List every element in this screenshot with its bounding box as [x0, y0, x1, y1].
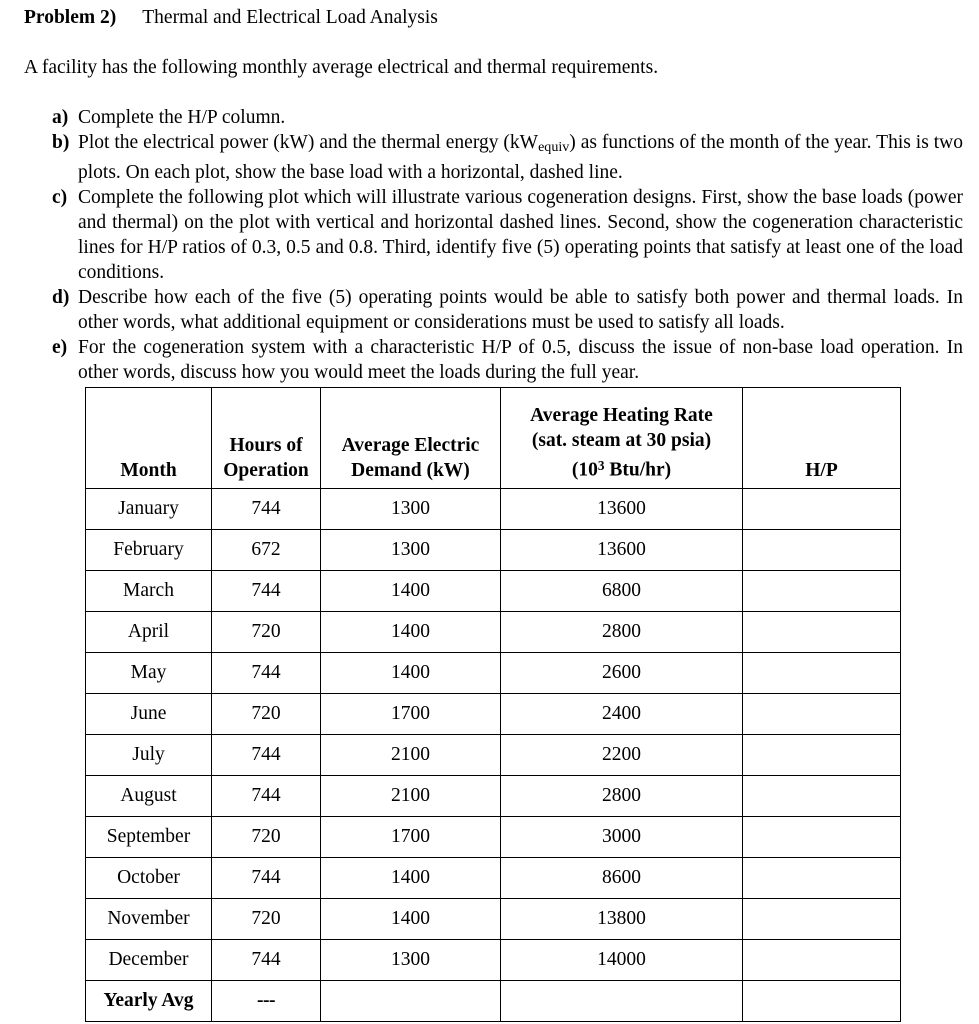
table-row — [86, 530, 901, 571]
cell-month: September — [86, 817, 212, 858]
column-header-hours: Hours of Operation — [212, 388, 321, 489]
column-header-heating-rate: Average Heating Rate (sat. steam at 30 psia) ($10^3$ Btu/hr) — [501, 388, 743, 489]
cell-hours: 672 — [212, 530, 321, 571]
cell-electric: 1400 — [321, 858, 501, 899]
cell-electric: 1300 — [321, 940, 501, 981]
cell-electric: 1400 — [321, 571, 501, 612]
list-item-a — [24, 105, 963, 130]
problem-title: Thermal and Electrical Load Analysis — [142, 7, 438, 28]
cell-hp[interactable] — [743, 940, 901, 981]
table-row — [86, 694, 901, 735]
cell-hours: 744 — [212, 735, 321, 776]
cell-electric: 1700 — [321, 817, 501, 858]
table-row — [86, 653, 901, 694]
table-row — [86, 612, 901, 653]
cell-hp-total[interactable] — [743, 981, 901, 1022]
list-text-c: Complete the following plot which will illustrate various cogeneration designs. First, show the base loads (power and thermal) on the plot with vertical and horizontal dashed lines. Second, show the cogeneration characteristic lines for H/P ratios of 0.3, 0.5 and 0.8. Third, identify five (5) operating points that satisfy at least one of the load conditions. — [78, 187, 963, 284]
cell-electric: 1700 — [321, 694, 501, 735]
list-text-b — [78, 130, 963, 185]
cell-hours: 744 — [212, 489, 321, 530]
list-item-e — [24, 335, 963, 385]
cell-hp[interactable] — [743, 571, 901, 612]
list-text-b-subscript: equiv — [538, 139, 570, 156]
table-row-yearly-average — [86, 981, 901, 1022]
cell-hp[interactable] — [743, 694, 901, 735]
cell-month-total: Yearly Avg — [86, 981, 212, 1022]
cell-heating: 8600 — [501, 858, 743, 899]
cell-heating: 2600 — [501, 653, 743, 694]
list-text-a: Complete the H/P column. — [78, 107, 286, 128]
cell-month: January — [86, 489, 212, 530]
cell-hours: 720 — [212, 694, 321, 735]
cell-electric: 1400 — [321, 653, 501, 694]
cell-electric: 2100 — [321, 735, 501, 776]
intro-paragraph: A facility has the following monthly average electrical and thermal requirements. — [24, 57, 659, 78]
cell-month: February — [86, 530, 212, 571]
list-item-b — [24, 130, 963, 185]
list-text-d: Describe how each of the five (5) operating points would be able to satisfy both power and thermal loads. In other words, what additional equipment or considerations must be used to satisfy all loads. — [78, 287, 963, 334]
cell-heating: 2800 — [501, 612, 743, 653]
list-marker-c: c) — [52, 187, 68, 209]
cell-heating: 3000 — [501, 817, 743, 858]
cell-heating: 13800 — [501, 899, 743, 940]
table-row — [86, 735, 901, 776]
cell-electric-total[interactable] — [321, 981, 501, 1022]
column-header-hp: H/P — [743, 388, 901, 489]
cell-hp[interactable] — [743, 612, 901, 653]
cell-heating: 14000 — [501, 940, 743, 981]
cell-hp[interactable] — [743, 899, 901, 940]
cell-hours: 744 — [212, 940, 321, 981]
cell-heating-total[interactable] — [501, 981, 743, 1022]
column-header-electric-demand: Average Electric Demand (kW) — [321, 388, 501, 489]
cell-hp[interactable] — [743, 489, 901, 530]
cell-month: November — [86, 899, 212, 940]
list-marker-e: e) — [52, 337, 68, 359]
parts-list — [24, 80, 963, 385]
table-row — [86, 571, 901, 612]
list-item-d — [24, 285, 963, 335]
cell-hours: 720 — [212, 817, 321, 858]
cell-heating: 13600 — [501, 530, 743, 571]
cell-electric: 2100 — [321, 776, 501, 817]
cell-hours: 744 — [212, 776, 321, 817]
cell-month: October — [86, 858, 212, 899]
list-text-e: For the cogeneration system with a characteristic H/P of 0.5, discuss the issue of non-base load operation. In other words, discuss how you would meet the loads during the full year. — [78, 337, 963, 384]
table-row — [86, 776, 901, 817]
cell-month: June — [86, 694, 212, 735]
list-text-b-part1: Plot the electrical power (kW) and the thermal energy (kW — [78, 132, 539, 153]
table-header-row — [86, 388, 901, 489]
table-row — [86, 899, 901, 940]
cell-hours: 720 — [212, 612, 321, 653]
load-data-table — [85, 387, 901, 1022]
cell-heating: 2800 — [501, 776, 743, 817]
cell-electric: 1300 — [321, 530, 501, 571]
table-body — [86, 489, 901, 1022]
cell-hours: 744 — [212, 653, 321, 694]
cell-month: March — [86, 571, 212, 612]
cell-month: July — [86, 735, 212, 776]
cell-hp[interactable] — [743, 735, 901, 776]
cell-hours-total: --- — [212, 981, 321, 1022]
list-marker-a: a) — [52, 107, 69, 128]
cell-hp[interactable] — [743, 653, 901, 694]
cell-hp[interactable] — [743, 530, 901, 571]
cell-month: December — [86, 940, 212, 981]
cell-heating: 6800 — [501, 571, 743, 612]
cell-hp[interactable] — [743, 776, 901, 817]
table-row — [86, 817, 901, 858]
table-header — [86, 388, 901, 489]
problem-label: Problem 2) — [24, 7, 117, 28]
cell-month: April — [86, 612, 212, 653]
cell-month: August — [86, 776, 212, 817]
cell-hours: 744 — [212, 571, 321, 612]
list-item-c — [24, 185, 963, 285]
table-row — [86, 940, 901, 981]
cell-hp[interactable] — [743, 858, 901, 899]
list-marker-d: d) — [52, 287, 70, 309]
cell-hp[interactable] — [743, 817, 901, 858]
cell-hours: 720 — [212, 899, 321, 940]
cell-electric: 1300 — [321, 489, 501, 530]
cell-month: May — [86, 653, 212, 694]
heating-units-line: ($10^3$ Btu/hr) — [571, 458, 672, 481]
list-text-b-part2: ) as functions of the month of the year. This is two plots. On each plot, show the base load with a horizontal, dashed line. — [78, 132, 964, 184]
problem-heading — [24, 6, 964, 30]
table-row — [86, 489, 901, 530]
column-header-month: Month — [86, 388, 212, 489]
list-marker-b: b) — [52, 132, 70, 153]
cell-heating: 2400 — [501, 694, 743, 735]
table-row — [86, 858, 901, 899]
cell-electric: 1400 — [321, 612, 501, 653]
cell-heating: 13600 — [501, 489, 743, 530]
cell-hours: 744 — [212, 858, 321, 899]
cell-electric: 1400 — [321, 899, 501, 940]
cell-heating: 2200 — [501, 735, 743, 776]
